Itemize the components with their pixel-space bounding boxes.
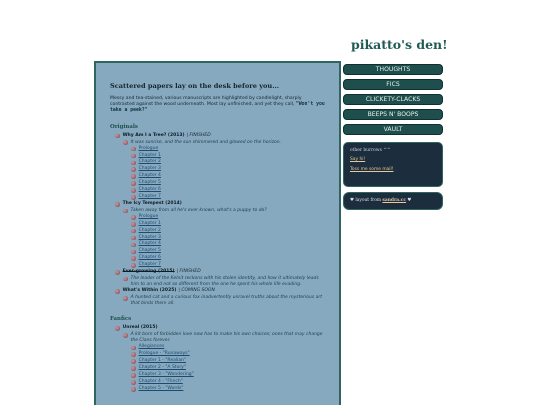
bullet-icon xyxy=(131,346,136,351)
work-title-row xyxy=(115,133,327,140)
chapter-link[interactable]: Chapter 4 xyxy=(138,241,161,247)
nav-fics-button[interactable]: FICS xyxy=(343,79,443,90)
work-description: A kit born of forbidden love now has to make his own choices; ones that may change the Clans forever. xyxy=(130,332,323,344)
bullet-icon xyxy=(123,333,128,338)
chapter-link[interactable]: Chapter 2 - "A Story" xyxy=(138,365,186,371)
other-burrows-box xyxy=(343,142,443,187)
work-description: The leader of the Kelnit reckons with his stolen identity, and how it ultimately leads him to an end not so different from the one he spent his whole life evading. xyxy=(130,276,319,288)
chapter-link[interactable]: Chapter 4 - "Flinch" xyxy=(138,378,183,384)
nav-clickety-clacks-button[interactable]: CLICKETY-CLACKS xyxy=(343,94,443,105)
work-entry xyxy=(115,288,327,307)
bullet-icon xyxy=(115,289,120,294)
work-title[interactable]: What's Within (2025) xyxy=(122,288,177,294)
bullet-icon xyxy=(131,154,136,159)
chapter-row xyxy=(131,372,327,379)
credit-link[interactable]: sandra.cc xyxy=(382,198,407,203)
say-hi-link[interactable]: Say hi! xyxy=(350,157,366,162)
chapter-row xyxy=(131,386,327,393)
chapter-link[interactable]: Chapter 1 xyxy=(138,220,161,226)
chapter-link[interactable]: Chapter 2 xyxy=(138,227,161,233)
main-content-panel[interactable] xyxy=(94,61,341,405)
intro-body: Messy and tea-stained, various manuscripts are highlighted by candlelight, sharply contrasted against the wood underneath. Most lay unfinished, and yet they call, xyxy=(110,96,302,108)
work-description: Taken away from all he's ever known, what's a puppy to do? xyxy=(130,207,267,213)
chapter-link[interactable]: Chapter 5 xyxy=(138,248,161,254)
bullet-icon xyxy=(131,161,136,166)
chapter-link[interactable]: Chapter 3 xyxy=(138,234,161,240)
bullet-icon xyxy=(131,250,136,255)
intro-title: Scattered papers lay on the desk before you... xyxy=(110,82,280,90)
work-title[interactable]: The Icy Tempest (2014) xyxy=(122,200,182,206)
bullet-icon xyxy=(115,202,120,207)
chapter-row xyxy=(131,194,327,201)
work-description-row xyxy=(123,295,327,307)
bullet-icon xyxy=(131,387,136,392)
bullet-icon xyxy=(131,215,136,220)
work-status: | COMING SOON xyxy=(178,288,215,294)
bullet-icon xyxy=(123,277,128,282)
chapter-link[interactable]: Chapter 2 xyxy=(138,159,161,165)
work-title[interactable]: Why Am I a Tree? (2013) xyxy=(122,132,185,138)
chapter-link[interactable]: Chapter 1 xyxy=(138,152,161,158)
chapter-link[interactable]: Prologue - "Runaways" xyxy=(138,351,190,357)
chapter-link[interactable]: Chapter 1 - "Realian" xyxy=(138,358,187,364)
bullet-icon xyxy=(131,352,136,357)
credit-suffix: ♥ xyxy=(406,198,412,203)
bullet-icon xyxy=(131,366,136,371)
section-heading-originals: Originals xyxy=(110,123,138,130)
bullet-icon xyxy=(131,174,136,179)
bullet-icon xyxy=(115,326,120,331)
chapter-link[interactable]: Chapter 5 - "Words" xyxy=(138,385,184,391)
work-entry xyxy=(115,325,327,392)
chapter-link[interactable]: Chapter 6 xyxy=(138,255,161,261)
bullet-icon xyxy=(131,359,136,364)
bullet-icon xyxy=(123,140,128,145)
chapter-row xyxy=(131,221,327,228)
bullet-icon xyxy=(131,243,136,248)
chapter-row xyxy=(131,365,327,372)
bullet-icon xyxy=(131,181,136,186)
site-navigation xyxy=(343,64,443,139)
chapter-link[interactable]: Chapter 3 - "Wondering" xyxy=(138,372,194,378)
chapter-link[interactable]: Allegiances xyxy=(138,344,165,350)
bullet-icon xyxy=(131,222,136,227)
work-status: | FINISHED xyxy=(186,132,211,138)
work-description-row xyxy=(123,332,327,344)
chapter-row xyxy=(131,379,327,386)
chapter-link[interactable]: Chapter 7 xyxy=(138,193,161,199)
work-entry xyxy=(115,269,327,288)
bullet-icon xyxy=(131,263,136,268)
work-title-row xyxy=(115,201,327,208)
bullet-icon xyxy=(131,147,136,152)
burrows-title: other burrows ^^ xyxy=(350,148,391,153)
bullet-icon xyxy=(123,209,128,214)
work-description-row xyxy=(123,276,327,288)
chapter-link[interactable]: Prologue xyxy=(138,145,159,151)
fanfics-list xyxy=(110,325,327,392)
layout-credit xyxy=(343,192,443,210)
work-title-row xyxy=(115,269,327,276)
chapter-link[interactable]: Prologue xyxy=(138,213,159,219)
work-description: A hunted cat and a curious fox inadvertently unravel truths about the mysterious art that binds them all. xyxy=(130,295,323,307)
intro-quote: "Won't you take a peek?" xyxy=(110,102,325,114)
bullet-icon xyxy=(131,380,136,385)
chapter-link[interactable]: Chapter 4 xyxy=(138,173,161,179)
section-heading-fanfics: Fanfics xyxy=(110,316,132,323)
work-description: It was sunrise, and the sun shimmered and glowed on the horizon. xyxy=(130,139,281,145)
intro-text xyxy=(110,96,327,115)
chapter-link[interactable]: Chapter 3 xyxy=(138,166,161,172)
chapter-link[interactable]: Chapter 7 xyxy=(138,262,161,268)
bullet-icon xyxy=(131,236,136,241)
nav-vault-button[interactable]: VAULT xyxy=(343,124,443,135)
chapter-link[interactable]: Chapter 5 xyxy=(138,180,161,186)
chapter-row xyxy=(131,228,327,235)
nav-beeps-n-boops-button[interactable]: BEEPS N' BOOPS xyxy=(343,109,443,120)
bullet-icon xyxy=(131,256,136,261)
bullet-icon xyxy=(131,229,136,234)
bullet-icon xyxy=(131,188,136,193)
mail-link[interactable]: Toss me some mail! xyxy=(350,167,394,172)
work-title[interactable]: Unreal (2015) xyxy=(122,325,158,331)
bullet-icon xyxy=(131,195,136,200)
work-entry xyxy=(115,133,327,201)
credit-prefix: ♥ layout from xyxy=(350,198,383,203)
bullet-icon xyxy=(131,167,136,172)
work-status: | FINISHED xyxy=(176,269,201,275)
work-entry xyxy=(115,201,327,269)
work-title[interactable]: Ever-growing (2015) xyxy=(122,269,175,275)
nav-thoughts-button[interactable]: THOUGHTS xyxy=(343,64,443,75)
originals-list xyxy=(110,133,327,308)
chapter-row xyxy=(131,146,327,153)
chapter-link[interactable]: Chapter 6 xyxy=(138,187,161,193)
bullet-icon xyxy=(131,373,136,378)
chapter-row xyxy=(131,180,327,187)
site-title: pikatto's den! xyxy=(351,37,448,52)
bullet-icon xyxy=(123,296,128,301)
bullet-icon xyxy=(115,270,120,275)
chapter-row xyxy=(131,187,327,194)
bullet-icon xyxy=(115,134,120,139)
chapter-row xyxy=(131,214,327,221)
